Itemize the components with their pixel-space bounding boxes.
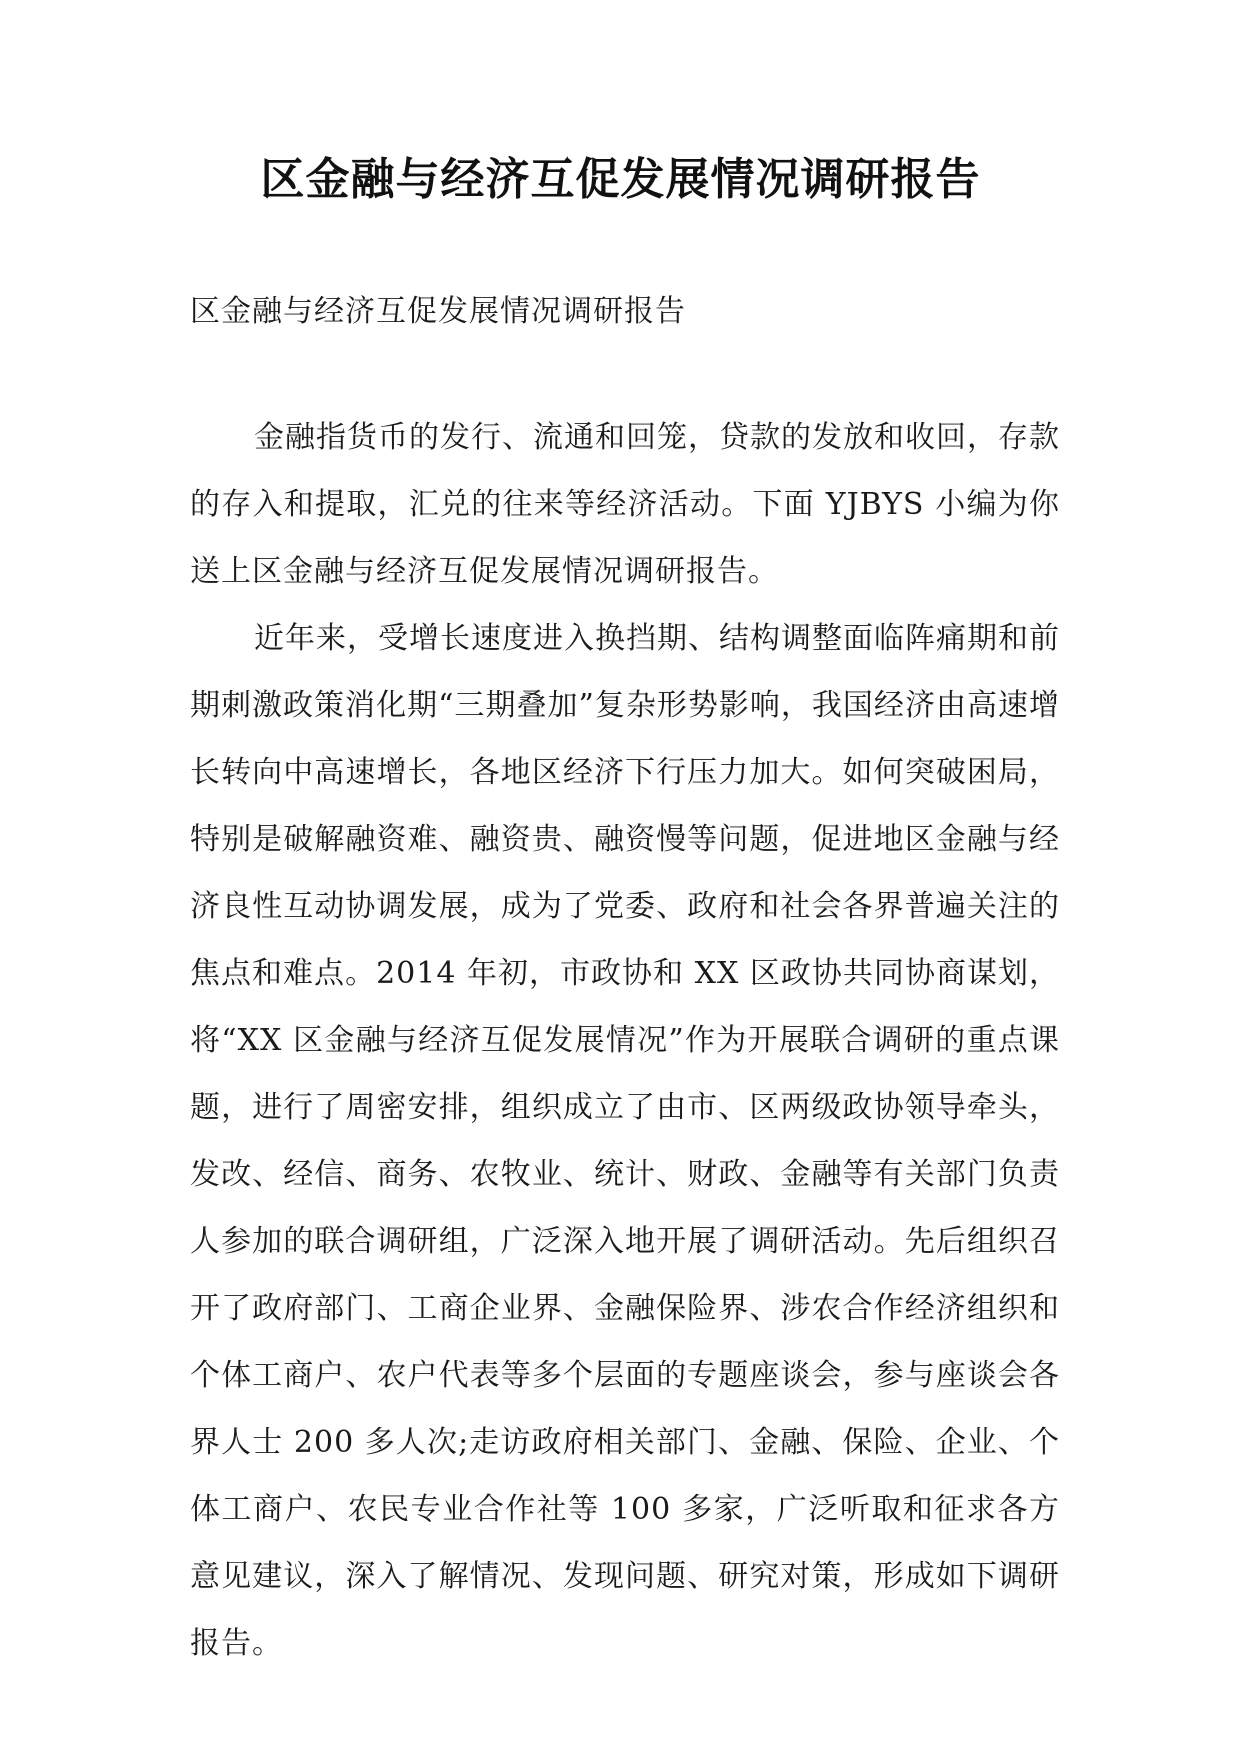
document-subtitle: 区金融与经济互促发展情况调研报告 <box>190 294 686 329</box>
paragraph-background: 近年来，受增长速度进入换挡期、结构调整面临阵痛期和前期刺激政策消化期“三期叠加”复杂形势影响，我国经济由高速增长转向中高速增长，各地区经济下行压力加大。如何突破困局，特别是破解融资难、融资贵、融资慢等问题，促进地区金融与经济良性互动协调发展，成为了党委、政府和社会各界普遍关注的焦点和难点。2014 年初，市政协和 XX 区政协共同协商谋划，将“XX 区金融与经济互促发展情况”作为开展联合调研的重点课题，进行了周密安排，组织成立了由市、区两级政协领导牵头，发改、经信、商务、农牧业、统计、财政、金融等有关部门负责人参加的联合调研组，广泛深入地开展了调研活动。先后组织召开了政府部门、工商企业界、金融保险界、涉农合作经济组织和个体工商户、农户代表等多个层面的专题座谈会，参与座谈会各界人士 200 多人次;走访政府相关部门、金融、保险、企业、个体工商户、农民专业合作社等 100 多家，广泛听取和征求各方意见建议，深入了解情况、发现问题、研究对策，形成如下调研报告。 <box>190 621 1060 1661</box>
document-title: 区金融与经济互促发展情况调研报告 <box>260 154 981 205</box>
paragraph-intro: 金融指货币的发行、流通和回笼，贷款的发放和收回，存款的存入和提取，汇兑的往来等经济活动。下面 YJBYS 小编为你送上区金融与经济互促发展情况调研报告。 <box>190 420 1060 589</box>
document-body <box>190 404 1060 1677</box>
